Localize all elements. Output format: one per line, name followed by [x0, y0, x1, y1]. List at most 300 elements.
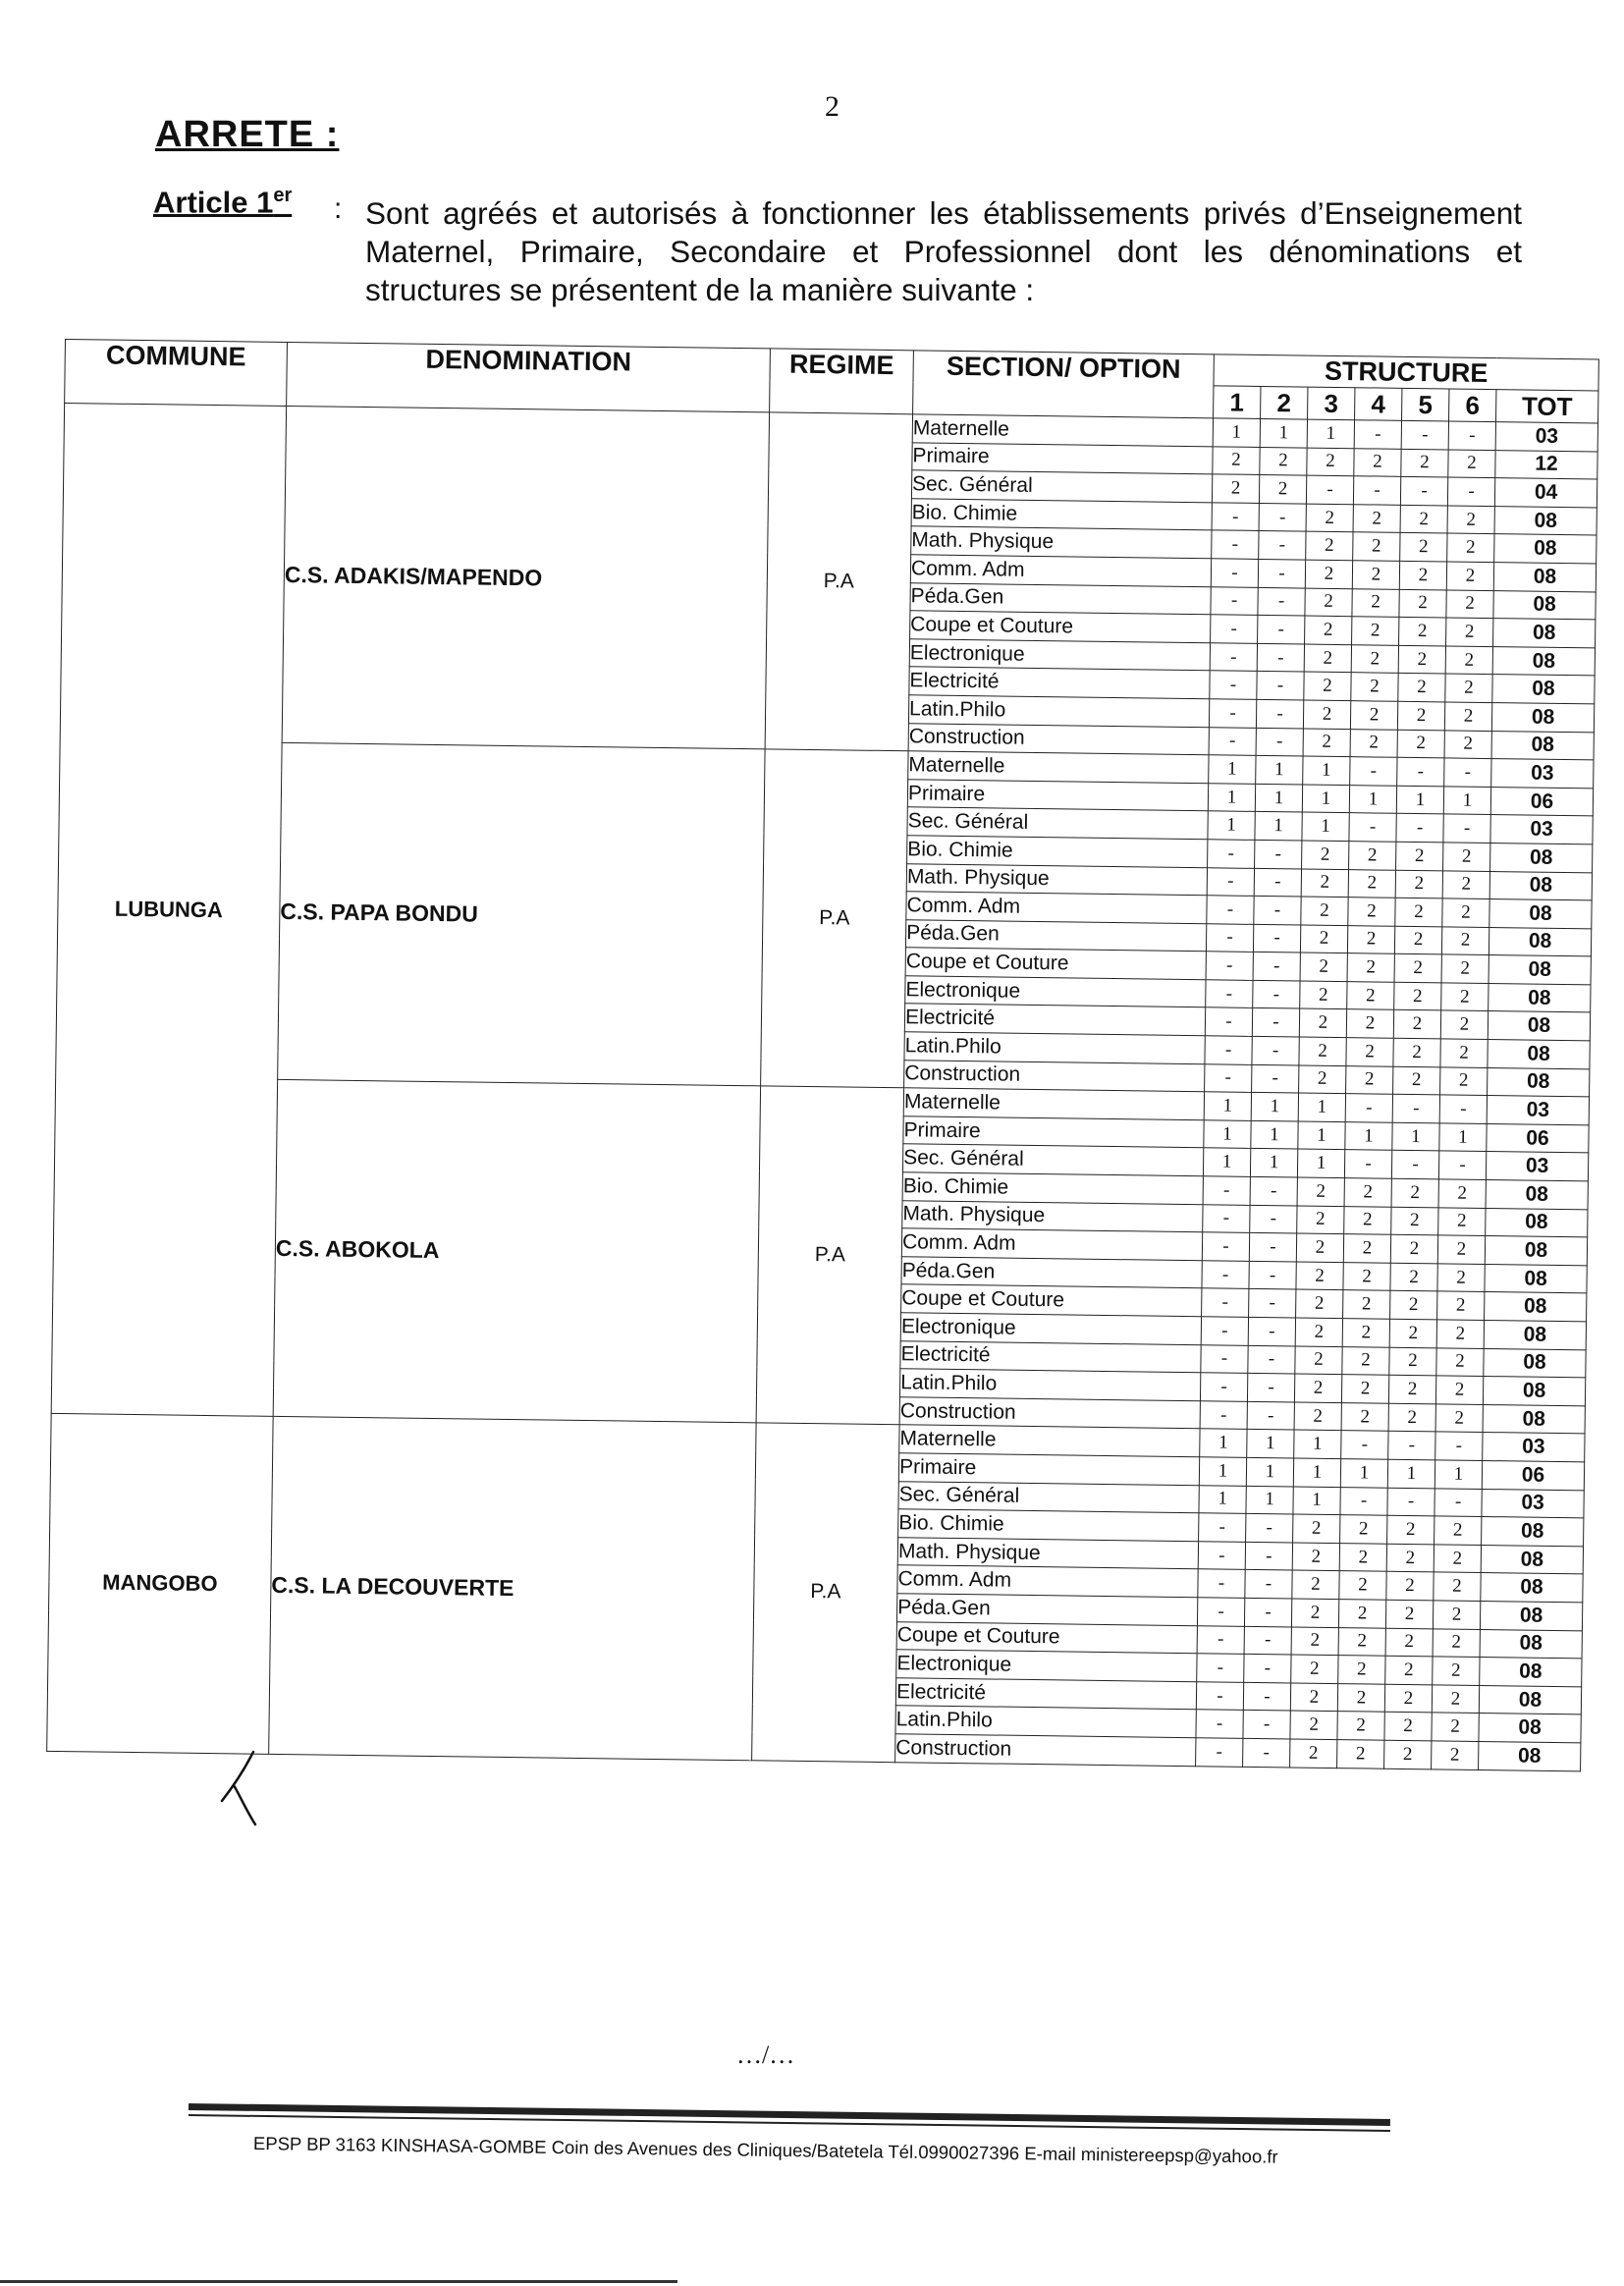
structure-cell: 1	[1255, 812, 1302, 841]
structure-cell: -	[1391, 1151, 1438, 1179]
structure-cell: 2	[1448, 450, 1495, 478]
option-cell: Sec. Général	[907, 807, 1208, 840]
header-section-option: SECTION/ OPTION	[913, 351, 1215, 418]
structure-cell: -	[1248, 1345, 1295, 1374]
structure-cell: -	[1354, 420, 1401, 449]
option-cell: Latin.Philo	[904, 1032, 1205, 1064]
structure-cell: -	[1201, 1344, 1248, 1373]
denomination-cell: C.S. LA DECOUVERTE	[269, 1417, 756, 1761]
structure-cell: 2	[1352, 588, 1399, 617]
structure-cell: 1	[1387, 1459, 1435, 1488]
option-cell: Construction	[908, 723, 1209, 755]
structure-cell: -	[1252, 1036, 1299, 1064]
structure-cell: -	[1253, 952, 1300, 981]
structure-cell: -	[1256, 728, 1303, 756]
structure-cell: -	[1196, 1710, 1243, 1738]
structure-cell: 2	[1433, 1601, 1480, 1629]
structure-cell: 1	[1246, 1457, 1293, 1486]
structure-cell: 2	[1442, 898, 1489, 927]
structure-cell: -	[1258, 616, 1305, 644]
structure-cell: -	[1205, 1036, 1252, 1064]
structure-cell: -	[1256, 699, 1303, 728]
total-cell: 08	[1484, 1321, 1586, 1350]
option-cell: Latin.Philo	[908, 695, 1209, 728]
option-cell: Péda.Gen	[896, 1594, 1197, 1626]
structure-cell: -	[1209, 727, 1256, 755]
total-cell: 08	[1493, 619, 1596, 648]
total-cell: 08	[1483, 1377, 1585, 1406]
structure-cell: 2	[1393, 1010, 1440, 1039]
total-cell: 03	[1487, 1096, 1589, 1125]
structure-cell: 2	[1351, 644, 1398, 673]
structure-cell: 1	[1256, 756, 1303, 785]
structure-cell: 2	[1301, 897, 1348, 925]
denomination-cell: C.S. PAPA BONDU	[278, 743, 765, 1087]
option-cell: Electricité	[900, 1340, 1201, 1373]
structure-cell: -	[1400, 477, 1447, 506]
option-cell: Construction	[895, 1734, 1196, 1767]
structure-cell: 2	[1446, 618, 1493, 646]
arrete-heading: ARRETE :	[155, 114, 340, 155]
structure-cell: 2	[1435, 1376, 1483, 1404]
structure-cell: -	[1245, 1542, 1292, 1570]
structure-cell: -	[1197, 1625, 1244, 1654]
structure-cell: -	[1250, 1176, 1297, 1205]
total-cell: 08	[1488, 1011, 1590, 1041]
structure-cell: -	[1212, 530, 1259, 559]
structure-cell: 2	[1297, 1206, 1344, 1234]
structure-cell: 2	[1386, 1572, 1434, 1601]
structure-cell: 2	[1440, 1010, 1488, 1039]
structure-cell: 1	[1302, 785, 1349, 813]
structure-cell: -	[1205, 1063, 1252, 1092]
option-cell: Latin.Philo	[895, 1706, 1196, 1738]
structure-cell: -	[1447, 477, 1494, 506]
structure-cell: 2	[1340, 1515, 1387, 1544]
option-cell: Electronique	[909, 639, 1210, 672]
article-label	[153, 185, 292, 220]
structure-cell: 2	[1344, 1178, 1391, 1207]
structure-cell: -	[1387, 1488, 1435, 1516]
denomination-cell: C.S. ABOKOLA	[273, 1080, 760, 1424]
structure-cell: -	[1444, 758, 1491, 787]
option-cell: Electronique	[905, 976, 1206, 1008]
table-body	[47, 404, 1598, 1771]
option-cell: Construction	[899, 1397, 1200, 1430]
total-cell: 08	[1494, 506, 1597, 535]
structure-cell: 2	[1338, 1627, 1385, 1656]
structure-cell: -	[1244, 1598, 1291, 1626]
structure-cell: 2	[1295, 1346, 1342, 1375]
structure-cell: 2	[1446, 562, 1493, 590]
structure-cell: -	[1258, 559, 1305, 587]
structure-cell: 2	[1394, 926, 1441, 954]
structure-cell: -	[1203, 1204, 1250, 1232]
structure-cell: 2	[1397, 701, 1444, 730]
structure-cell: 2	[1304, 644, 1351, 673]
structure-cell: 2	[1305, 560, 1352, 588]
structure-cell: 1	[1199, 1457, 1246, 1486]
total-cell: 08	[1482, 1517, 1584, 1547]
structure-cell: 2	[1346, 1009, 1393, 1038]
structure-cell: -	[1259, 503, 1306, 531]
structure-cell: 2	[1390, 1234, 1437, 1263]
header-col-2: 2	[1261, 386, 1308, 419]
structure-cell: -	[1435, 1432, 1483, 1460]
structure-cell: -	[1244, 1626, 1291, 1655]
structure-cell: -	[1209, 699, 1256, 728]
structure-cell: -	[1252, 1008, 1299, 1037]
total-cell: 06	[1487, 1123, 1589, 1153]
option-cell: Math. Physique	[902, 1200, 1203, 1232]
structure-cell: 2	[1299, 1065, 1346, 1094]
structure-cell: 2	[1212, 474, 1259, 503]
structure-cell: 2	[1213, 446, 1260, 474]
total-cell: 12	[1495, 450, 1597, 479]
structure-cell: -	[1254, 896, 1301, 924]
structure-cell: 2	[1388, 1403, 1435, 1432]
structure-cell: 2	[1300, 981, 1347, 1009]
structure-cell: -	[1201, 1317, 1248, 1345]
structure-cell: 2	[1292, 1543, 1339, 1571]
structure-cell: 2	[1260, 447, 1307, 475]
option-cell: Electricité	[909, 667, 1210, 699]
option-cell: Comm. Adm	[897, 1565, 1198, 1598]
structure-cell: 1	[1443, 787, 1490, 815]
structure-cell: 2	[1347, 953, 1394, 982]
structure-cell: 1	[1439, 1123, 1487, 1152]
structure-cell: 2	[1384, 1740, 1432, 1769]
structure-cell: -	[1306, 475, 1353, 504]
structure-cell: -	[1248, 1317, 1295, 1345]
structure-cell: -	[1210, 671, 1257, 699]
structure-cell: 2	[1385, 1628, 1433, 1657]
structure-cell: 2	[1305, 588, 1352, 617]
structure-cell: 2	[1290, 1739, 1337, 1768]
structure-cell: -	[1249, 1233, 1296, 1262]
option-cell: Péda.Gen	[901, 1257, 1202, 1289]
option-cell: Maternelle	[908, 751, 1209, 784]
option-cell: Bio. Chimie	[902, 1172, 1203, 1205]
total-cell: 08	[1485, 1236, 1587, 1266]
structure-cell: -	[1340, 1487, 1387, 1515]
structure-cell: -	[1401, 420, 1448, 449]
structure-cell: 2	[1350, 729, 1397, 757]
footer-address: EPSP BP 3163 KINSHASA-GOMBE Coin des Avenues des Cliniques/Batetela Tél.0990027396 E-mail ministereepsp@yahoo.fr	[252, 2133, 1278, 2167]
structure-cell: -	[1259, 531, 1306, 560]
structure-cell: -	[1435, 1488, 1482, 1516]
header-col-tot: TOT	[1496, 390, 1598, 423]
option-cell: Maternelle	[912, 414, 1213, 447]
structure-cell: 2	[1389, 1347, 1436, 1376]
structure-cell: 2	[1398, 674, 1445, 702]
total-cell: 03	[1491, 759, 1594, 789]
option-cell: Primaire	[912, 442, 1213, 474]
structure-cell: 1	[1255, 784, 1302, 812]
option-cell: Electricité	[895, 1677, 1196, 1710]
structure-cell: 1	[1251, 1120, 1298, 1149]
structure-cell: 2	[1353, 532, 1400, 561]
structure-cell: 2	[1341, 1402, 1388, 1431]
option-cell: Sec. Général	[911, 470, 1212, 503]
structure-cell: -	[1206, 952, 1253, 980]
structure-cell: 1	[1396, 786, 1443, 814]
structure-cell: -	[1202, 1288, 1249, 1317]
structure-cell: -	[1197, 1654, 1244, 1682]
structure-cell: 1	[1345, 1121, 1392, 1150]
structure-cell: 2	[1447, 506, 1494, 534]
structure-cell: 1	[1251, 1093, 1298, 1121]
structure-cell: 2	[1344, 1206, 1391, 1234]
option-cell: Sec. Général	[902, 1144, 1203, 1176]
structure-cell: 2	[1387, 1515, 1435, 1544]
structure-cell: 2	[1341, 1375, 1388, 1403]
structure-cell: -	[1206, 980, 1253, 1008]
structure-cell: 1	[1302, 812, 1349, 841]
structure-cell: 2	[1394, 954, 1441, 983]
option-cell: Latin.Philo	[899, 1369, 1200, 1401]
structure-cell: 2	[1436, 1320, 1484, 1348]
structure-cell: 2	[1385, 1656, 1433, 1684]
article-text: Sont agréés et autorisés à fonctionner les établissements privés d’Enseignement Maternel, Primaire, Secondaire et Professionnel dont les dénominations et structures se présentent de la manière suivante :	[365, 195, 1522, 307]
option-cell: Maternelle	[899, 1425, 1200, 1457]
structure-cell: 2	[1302, 841, 1349, 869]
structure-cell: -	[1258, 587, 1305, 616]
structure-cell: -	[1257, 643, 1304, 672]
structure-cell: -	[1349, 813, 1396, 842]
structure-cell: 2	[1394, 982, 1441, 1010]
option-cell: Comm. Adm	[901, 1228, 1202, 1261]
structure-cell: -	[1205, 1007, 1252, 1036]
structure-cell: 1	[1200, 1429, 1247, 1457]
structure-cell: 2	[1384, 1713, 1432, 1741]
structure-cell: -	[1243, 1682, 1290, 1711]
structure-cell: 2	[1433, 1628, 1480, 1657]
structure-cell: 2	[1399, 617, 1446, 645]
total-cell: 03	[1495, 422, 1597, 452]
structure-cell: 2	[1347, 982, 1394, 1010]
total-cell: 03	[1490, 815, 1593, 844]
structure-cell: 1	[1208, 784, 1255, 812]
total-cell: 08	[1489, 871, 1592, 900]
structure-cell: 2	[1393, 1066, 1440, 1095]
header-denomination: DENOMINATION	[287, 342, 771, 411]
commune-cell: LUBUNGA	[51, 404, 286, 1417]
option-cell: Math. Physique	[897, 1537, 1198, 1569]
structure-cell: -	[1397, 757, 1444, 786]
structure-cell: 2	[1399, 589, 1446, 618]
structure-cell: -	[1243, 1738, 1290, 1767]
structure-cell: -	[1438, 1151, 1486, 1179]
structure-cell: -	[1388, 1432, 1435, 1460]
option-cell: Coupe et Couture	[901, 1284, 1202, 1317]
total-cell: 08	[1486, 1208, 1588, 1237]
option-cell: Coupe et Couture	[905, 948, 1206, 980]
structure-cell: -	[1353, 476, 1400, 505]
structure-cell: 2	[1443, 843, 1490, 871]
structure-cell: 2	[1352, 617, 1399, 645]
structure-cell: 1	[1392, 1122, 1439, 1151]
structure-cell: 2	[1437, 1235, 1485, 1264]
total-cell: 08	[1481, 1545, 1583, 1574]
structure-cell: 1	[1297, 1149, 1344, 1177]
structure-cell: -	[1350, 757, 1397, 786]
structure-cell: 1	[1203, 1148, 1250, 1176]
structure-cell: 2	[1351, 673, 1398, 701]
option-cell: Coupe et Couture	[896, 1621, 1197, 1654]
article-label-text: Article 1	[153, 185, 274, 220]
structure-cell: 2	[1437, 1291, 1485, 1320]
regime-cell: P.A	[765, 412, 912, 751]
structure-cell: 2	[1259, 475, 1306, 504]
structure-cell: 2	[1339, 1571, 1386, 1600]
option-cell: Electronique	[900, 1313, 1201, 1345]
regime-cell: P.A	[752, 1423, 899, 1762]
total-cell: 03	[1483, 1433, 1585, 1462]
structure-cell: 2	[1337, 1712, 1384, 1740]
structure-cell: 2	[1306, 531, 1353, 560]
page-number: 2	[825, 90, 839, 123]
structure-cell: -	[1203, 1176, 1250, 1205]
structure-cell: 2	[1440, 1039, 1488, 1067]
structure-cell: 1	[1298, 1093, 1345, 1121]
structure-cell: -	[1207, 867, 1254, 896]
structure-cell: 2	[1343, 1234, 1390, 1263]
structure-cell: 2	[1338, 1656, 1385, 1684]
structure-cell: 1	[1250, 1149, 1297, 1177]
structure-cell: 2	[1290, 1711, 1337, 1739]
structure-cell: 2	[1386, 1544, 1434, 1572]
structure-cell: -	[1198, 1569, 1245, 1598]
structure-cell: 2	[1384, 1684, 1432, 1713]
total-cell: 06	[1490, 787, 1593, 816]
header-commune: COMMUNE	[65, 340, 288, 407]
structure-cell: 2	[1347, 925, 1394, 953]
structure-cell: -	[1249, 1261, 1296, 1289]
header-structure: STRUCTURE	[1214, 354, 1598, 391]
structure-cell: 2	[1306, 504, 1353, 532]
header-col-5: 5	[1402, 388, 1449, 421]
structure-cell: 2	[1446, 590, 1493, 619]
structure-cell: 2	[1435, 1516, 1482, 1545]
structure-cell: -	[1253, 980, 1300, 1008]
structure-cell: 2	[1352, 561, 1399, 589]
structure-cell: 2	[1438, 1179, 1486, 1208]
total-cell: 08	[1493, 590, 1596, 620]
total-cell: 08	[1479, 1714, 1581, 1743]
structure-cell: -	[1208, 840, 1255, 868]
total-cell: 04	[1494, 478, 1597, 508]
structure-cell: 2	[1304, 672, 1351, 700]
option-cell: Coupe et Couture	[910, 611, 1211, 643]
regime-cell: P.A	[761, 749, 908, 1088]
total-cell: 08	[1480, 1658, 1582, 1687]
option-cell: Péda.Gen	[905, 919, 1206, 952]
structure-cell: 2	[1354, 448, 1401, 476]
structure-cell: -	[1250, 1205, 1297, 1233]
structure-cell: -	[1396, 814, 1443, 843]
option-cell: Primaire	[907, 779, 1208, 811]
schools-table	[46, 339, 1599, 1771]
structure-cell: 1	[1307, 419, 1354, 448]
structure-cell: -	[1341, 1431, 1388, 1459]
structure-cell: -	[1206, 923, 1253, 952]
structure-cell: 2	[1435, 1404, 1483, 1433]
structure-cell: 2	[1388, 1375, 1435, 1403]
structure-cell: 2	[1391, 1207, 1438, 1235]
total-cell: 08	[1489, 983, 1591, 1012]
structure-cell: 2	[1397, 730, 1444, 758]
structure-cell: 2	[1303, 729, 1350, 757]
total-cell: 08	[1488, 1067, 1590, 1097]
continuation-mark: …/…	[736, 2041, 795, 2069]
structure-cell: -	[1252, 1064, 1299, 1093]
header-col-6: 6	[1449, 389, 1496, 422]
structure-cell: -	[1244, 1654, 1291, 1682]
total-cell: 08	[1490, 843, 1593, 872]
structure-cell: 1	[1293, 1487, 1340, 1515]
structure-cell: 1	[1208, 811, 1255, 840]
structure-cell: 1	[1247, 1430, 1294, 1458]
structure-cell: 2	[1391, 1178, 1438, 1207]
structure-cell: 2	[1432, 1741, 1479, 1769]
article-colon: :	[334, 192, 343, 225]
structure-cell: -	[1247, 1374, 1294, 1402]
structure-cell: -	[1243, 1711, 1290, 1739]
total-cell: 08	[1483, 1404, 1585, 1434]
structure-cell: -	[1448, 421, 1495, 450]
structure-cell: 2	[1436, 1347, 1484, 1376]
structure-cell: -	[1212, 503, 1259, 531]
structure-cell: 2	[1337, 1739, 1384, 1768]
total-cell: 08	[1489, 927, 1591, 956]
option-cell: Bio. Chimie	[907, 836, 1208, 868]
structure-cell: 1	[1349, 785, 1396, 813]
structure-cell: -	[1211, 615, 1258, 643]
structure-cell: 1	[1294, 1430, 1341, 1458]
structure-cell: 2	[1303, 700, 1350, 729]
structure-cell: 2	[1393, 1038, 1440, 1066]
structure-cell: 2	[1445, 674, 1492, 702]
structure-cell: 2	[1432, 1713, 1479, 1741]
structure-cell: 2	[1296, 1262, 1343, 1290]
structure-cell: 2	[1444, 730, 1491, 758]
structure-cell: -	[1198, 1541, 1245, 1569]
structure-cell: 2	[1440, 1067, 1488, 1096]
header-col-1: 1	[1214, 386, 1261, 419]
structure-cell: 2	[1294, 1402, 1341, 1431]
structure-cell: 2	[1433, 1657, 1480, 1685]
structure-cell: 2	[1400, 533, 1447, 562]
regime-cell: P.A	[756, 1086, 903, 1425]
total-cell: 03	[1482, 1489, 1584, 1518]
header-col-4: 4	[1355, 388, 1402, 421]
structure-cell: -	[1392, 1095, 1439, 1123]
structure-cell: 2	[1343, 1290, 1390, 1319]
option-cell: Comm. Adm	[910, 555, 1211, 587]
structure-cell: -	[1207, 896, 1254, 924]
structure-cell: 1	[1204, 1092, 1251, 1120]
option-cell: Primaire	[898, 1453, 1199, 1486]
structure-cell: 2	[1441, 983, 1489, 1011]
structure-cell: 2	[1441, 954, 1489, 983]
structure-cell: -	[1202, 1261, 1249, 1289]
structure-cell: -	[1210, 643, 1257, 672]
structure-cell: 1	[1204, 1120, 1251, 1149]
structure-cell: 2	[1299, 1037, 1346, 1065]
total-cell: 08	[1489, 955, 1591, 985]
structure-cell: 2	[1390, 1291, 1437, 1320]
